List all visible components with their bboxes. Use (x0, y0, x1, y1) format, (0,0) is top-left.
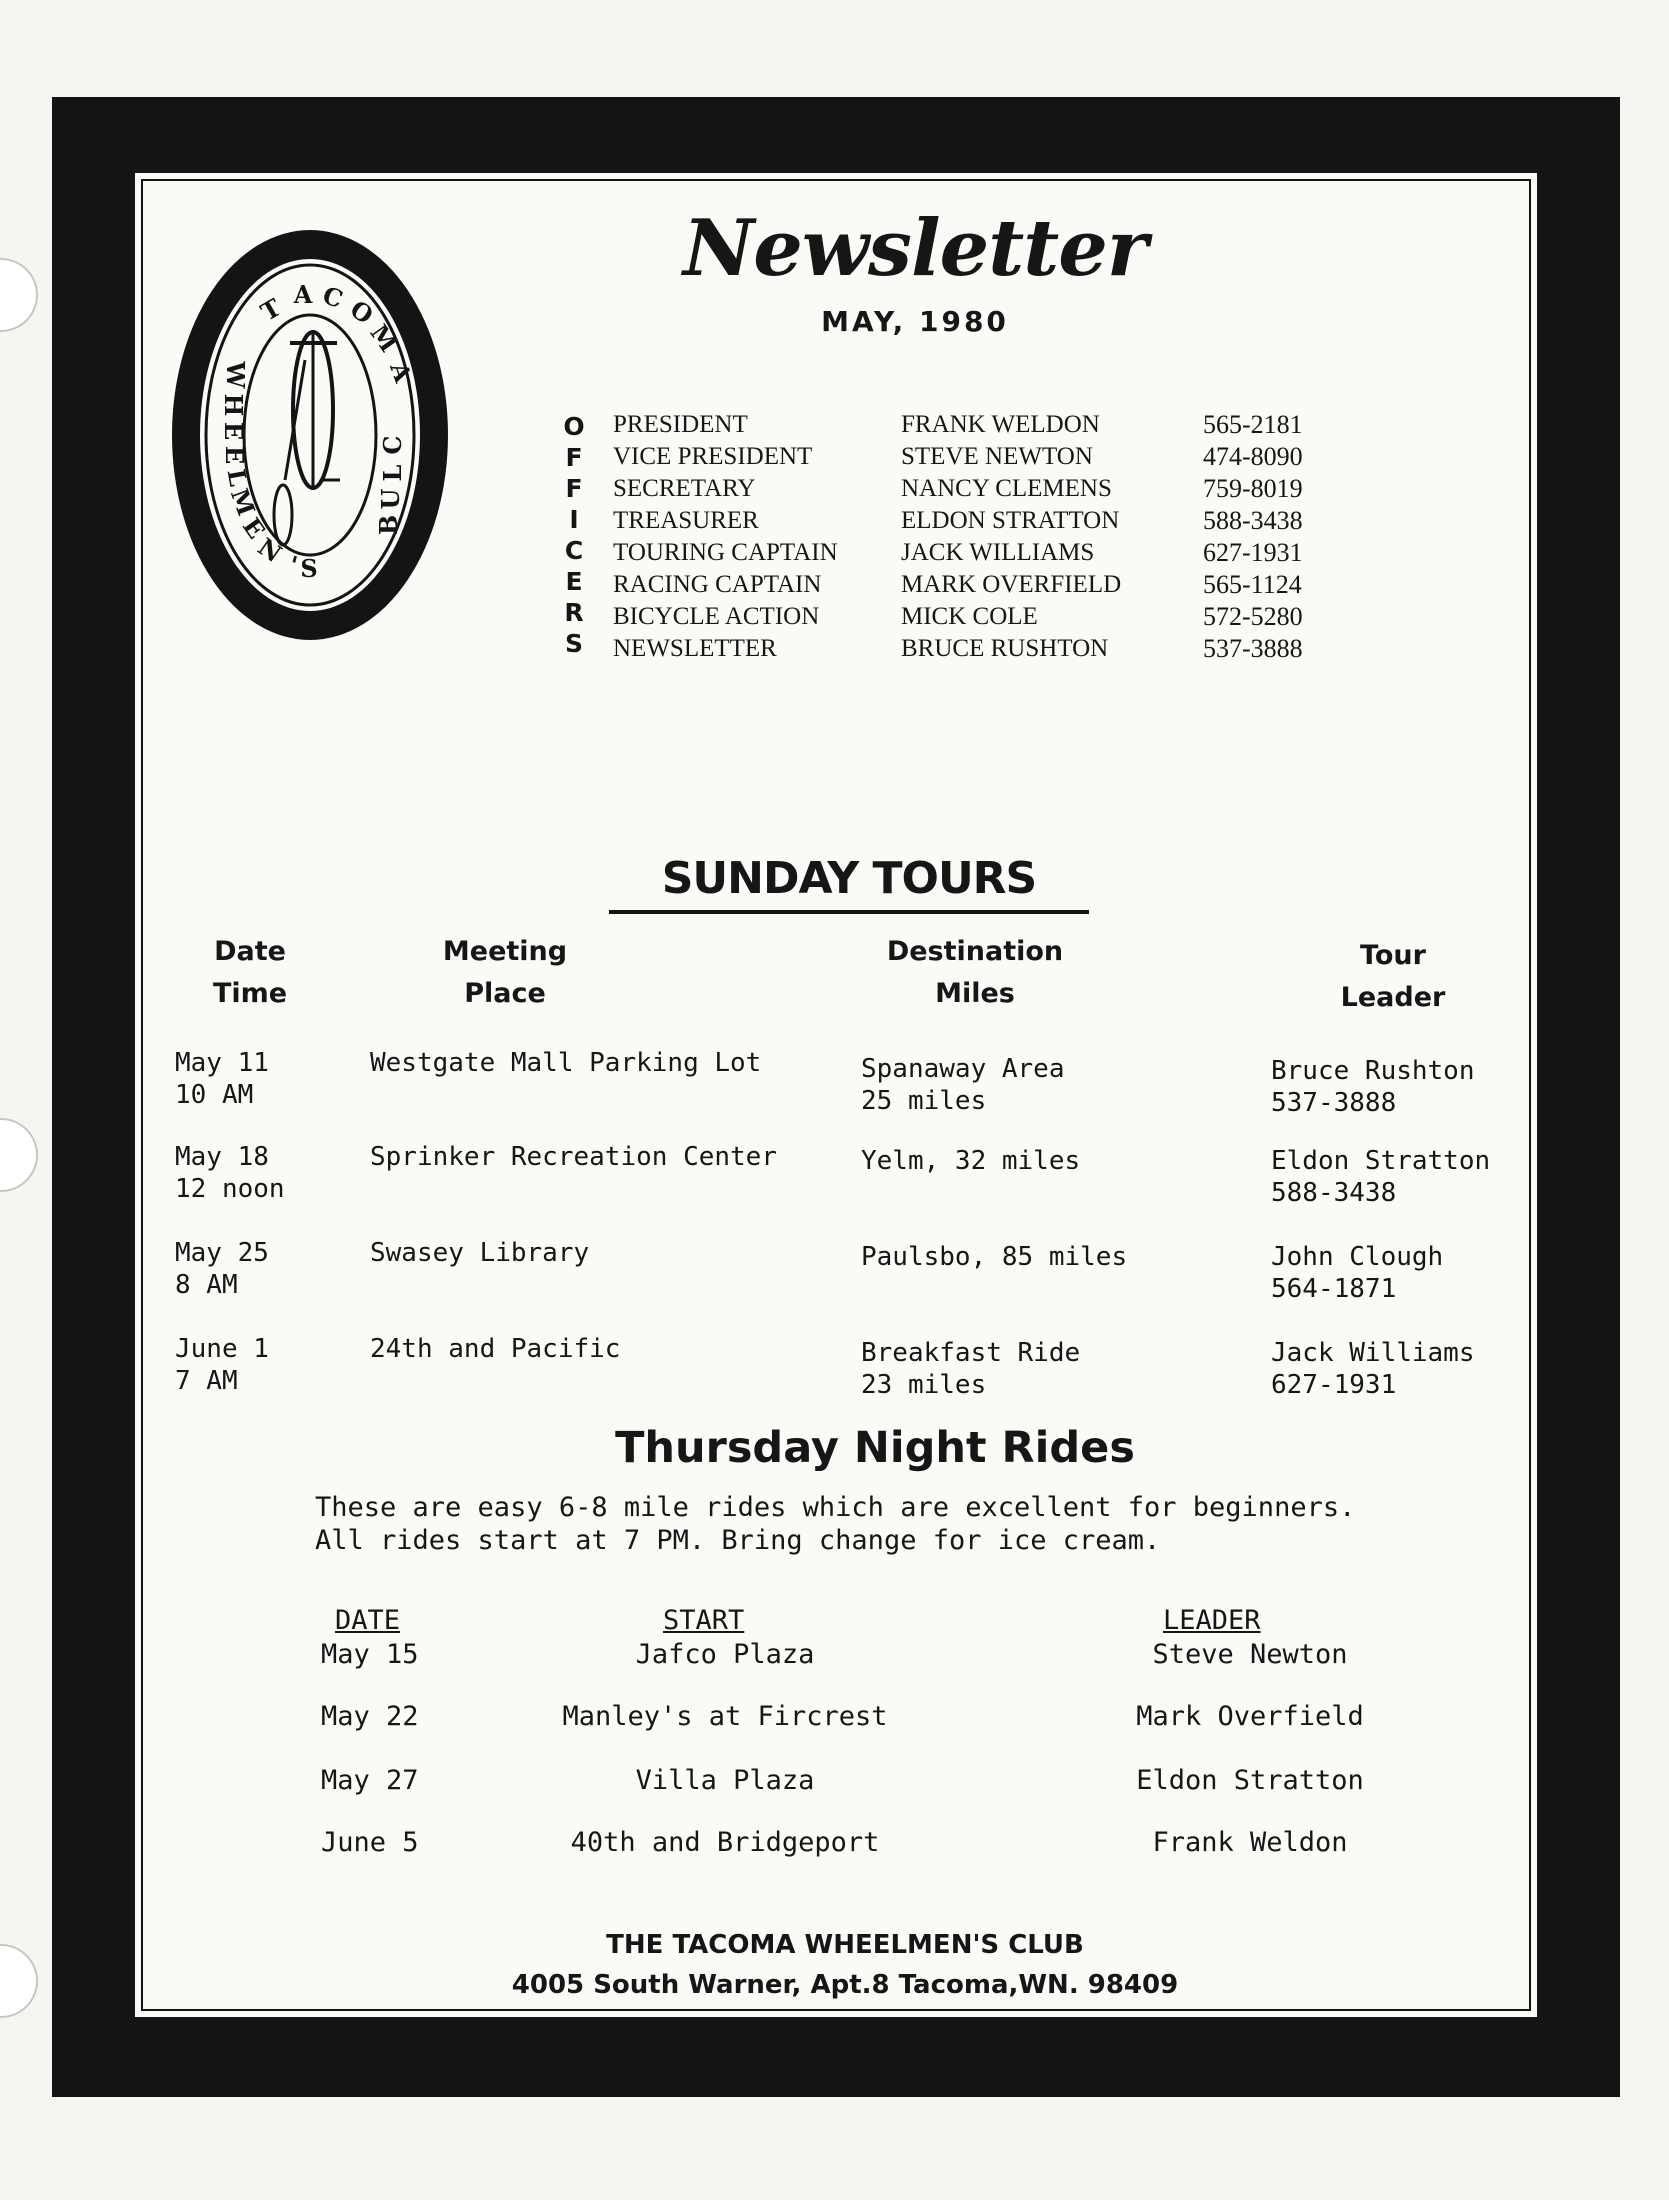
officer-name: MICK COLE (901, 603, 1038, 630)
svg-text:H: H (219, 393, 248, 417)
svg-text:C: C (378, 435, 407, 455)
tour-leader-name: Bruce Rushton (1271, 1056, 1475, 1086)
officer-title: NEWSLETTER (613, 635, 777, 662)
officer-row (613, 473, 1493, 505)
officer-row (613, 537, 1493, 569)
header-leader: Leader (1340, 982, 1446, 1013)
ride-leader: Eldon Stratton (1136, 1765, 1364, 1796)
officer-title: PRESIDENT (613, 411, 748, 438)
issue-date: MAY, 1980 (821, 305, 1009, 338)
officer-title: TOURING CAPTAIN (613, 539, 838, 566)
tour-leader-phone: 537-3888 (1271, 1088, 1397, 1118)
sunday-tours-heading: SUNDAY TOURS (609, 853, 1089, 914)
officer-name: STEVE NEWTON (901, 443, 1093, 470)
officer-row (613, 601, 1493, 633)
header-destination-miles (855, 931, 1095, 1015)
footer-club-name: THE TACOMA WHEELMEN'S CLUB (606, 1930, 1084, 1960)
tour-leader (1271, 1337, 1475, 1401)
tour-time: 8 AM (175, 1270, 238, 1300)
ride-row (135, 1701, 1540, 1741)
officer-phone: 565-1124 (1203, 570, 1302, 599)
officers-letter: F (565, 443, 583, 472)
officer-phone: 474-8090 (1203, 442, 1303, 471)
tour-date-time (175, 1333, 269, 1397)
officers-letter: S (564, 629, 583, 658)
tour-row (135, 1237, 1540, 1317)
ride-date: June 5 (321, 1827, 419, 1858)
ride-start: Manley's at Fircrest (562, 1701, 888, 1732)
tour-dest: Breakfast Ride (861, 1338, 1081, 1368)
tour-destination (861, 1145, 1080, 1177)
tour-place: Westgate Mall Parking Lot (370, 1048, 762, 1078)
ride-start: Villa Plaza (635, 1765, 815, 1796)
ride-date: May 15 (321, 1639, 419, 1670)
newsletter-page (132, 170, 1540, 2020)
club-address-footer (435, 1925, 1255, 2005)
header-time: Time (212, 978, 288, 1009)
ride-row (135, 1639, 1540, 1679)
tour-leader (1271, 1145, 1490, 1209)
header-place: Place (464, 978, 546, 1009)
tour-date: June 1 (175, 1334, 269, 1364)
svg-text:L: L (378, 464, 407, 482)
thursday-rides-intro: These are easy 6-8 mile rides which are excellent for beginners. All rides start at 7 PM. Bring change for ice cream. (315, 1492, 1356, 1556)
officer-phone: 588-3438 (1203, 506, 1303, 535)
tour-place: Swasey Library (370, 1238, 590, 1268)
svg-text:T: T (255, 292, 286, 327)
svg-text:E: E (219, 421, 248, 441)
tour-leader-name: Jack Williams (1271, 1338, 1475, 1368)
svg-text:L: L (221, 466, 254, 489)
tour-row (135, 1333, 1540, 1413)
ride-date: May 22 (321, 1701, 419, 1732)
officers-letter: F (565, 474, 583, 503)
officers-letter: R (564, 598, 584, 627)
ride-start: 40th and Bridgeport (570, 1827, 880, 1858)
officer-row (613, 505, 1493, 537)
tour-place: Sprinker Recreation Center (370, 1142, 777, 1172)
tour-time: 12 noon (175, 1174, 285, 1204)
tour-leader-phone: 588-3438 (1271, 1178, 1397, 1208)
tour-leader-name: Eldon Stratton (1271, 1146, 1491, 1176)
svg-text:N: N (252, 531, 288, 569)
svg-text:': ' (285, 549, 301, 580)
svg-text:M: M (224, 484, 262, 520)
newsletter-title: Newsletter (682, 203, 1148, 294)
ride-date: May 27 (321, 1765, 419, 1796)
officer-row (613, 441, 1493, 473)
svg-text:S: S (300, 554, 318, 583)
svg-text:M: M (364, 318, 404, 358)
svg-text:U: U (376, 488, 405, 510)
tour-dest: Spanaway Area (861, 1054, 1065, 1084)
officers-letter: E (565, 567, 583, 596)
ride-row (135, 1765, 1540, 1805)
officer-row (613, 569, 1493, 601)
officer-row (613, 409, 1493, 441)
footer-address: 4005 South Warner, Apt.8 Tacoma,WN. 98409 (511, 1970, 1179, 2000)
officers-letter: I (569, 505, 579, 534)
officer-row (613, 633, 1493, 665)
header-date: Date (214, 936, 286, 967)
ride-leader: Frank Weldon (1152, 1827, 1348, 1858)
tour-leader-phone: 627-1931 (1271, 1370, 1397, 1400)
officer-title: TREASURER (613, 507, 759, 534)
tour-time: 10 AM (175, 1080, 254, 1110)
officer-name: FRANK WELDON (901, 411, 1100, 438)
header-destination: Destination (886, 936, 1064, 967)
svg-text:B: B (374, 514, 403, 536)
svg-text:C: C (318, 280, 347, 314)
officer-title: RACING CAPTAIN (613, 571, 822, 598)
tour-date-time (175, 1141, 285, 1205)
ride-leader: Steve Newton (1152, 1639, 1348, 1670)
tour-leader (1271, 1055, 1475, 1119)
tour-time: 7 AM (175, 1366, 238, 1396)
tour-miles: 23 miles (861, 1370, 987, 1400)
tour-row (135, 1141, 1540, 1221)
officer-name: JACK WILLIAMS (901, 539, 1095, 566)
header-tour: Tour (1360, 940, 1426, 971)
svg-text:E: E (236, 512, 272, 544)
officer-name: ELDON STRATTON (901, 507, 1120, 534)
tour-date-time (175, 1047, 269, 1111)
tour-destination (861, 1337, 1080, 1401)
ride-leader: Mark Overfield (1136, 1701, 1364, 1732)
ride-row (135, 1827, 1540, 1867)
tour-miles: 25 miles (861, 1086, 987, 1116)
rides-header-leader: LEADER (1163, 1605, 1261, 1636)
ride-start: Jafco Plaza (635, 1639, 815, 1670)
tour-destination (861, 1053, 1065, 1117)
tour-date-time (175, 1237, 269, 1301)
officer-title: VICE PRESIDENT (613, 443, 813, 470)
tour-leader-phone: 564-1871 (1271, 1274, 1397, 1304)
header-date-time (175, 931, 325, 1015)
svg-text:A: A (293, 280, 313, 309)
club-logo (165, 225, 455, 645)
officer-phone: 565-2181 (1203, 410, 1303, 439)
rides-header-date: DATE (335, 1605, 401, 1636)
rides-header-start: START (663, 1605, 745, 1636)
svg-text:W: W (221, 361, 250, 389)
svg-text:E: E (220, 445, 249, 465)
header-tour-leader (1313, 935, 1473, 1019)
svg-text:A: A (384, 358, 418, 386)
header-miles: Miles (935, 978, 1015, 1009)
tour-dest: Paulsbo, 85 miles (861, 1242, 1128, 1272)
tour-leader-name: John Clough (1271, 1242, 1444, 1272)
officers-list (613, 409, 1493, 665)
thursday-rides-heading: Thursday Night Rides (615, 1423, 1135, 1473)
officers-letter: O (563, 412, 585, 441)
binder-hole (0, 1118, 38, 1192)
tour-destination (861, 1241, 1127, 1273)
officers-letter: C (564, 536, 584, 565)
officer-phone: 537-3888 (1203, 634, 1303, 663)
officer-title: SECRETARY (613, 475, 756, 502)
officer-phone: 572-5280 (1203, 602, 1303, 631)
tour-leader (1271, 1241, 1443, 1305)
officer-name: NANCY CLEMENS (901, 475, 1112, 502)
tour-row (135, 1047, 1540, 1127)
tour-date: May 18 (175, 1142, 269, 1172)
officer-phone: 627-1931 (1203, 538, 1303, 567)
club-logo-emblem (165, 225, 455, 645)
officer-title: BICYCLE ACTION (613, 603, 820, 630)
officer-name: BRUCE RUSHTON (901, 635, 1109, 662)
tour-dest: Yelm, 32 miles (861, 1146, 1081, 1176)
header-meeting: Meeting (442, 936, 568, 967)
officer-name: MARK OVERFIELD (901, 571, 1122, 598)
officers-vertical-label (559, 411, 589, 659)
header-meeting-place (425, 931, 585, 1015)
tour-place: 24th and Pacific (370, 1334, 621, 1364)
svg-text:O: O (344, 294, 379, 330)
binder-hole (0, 1944, 38, 2018)
tour-date: May 25 (175, 1238, 269, 1268)
binder-hole (0, 258, 38, 332)
tour-date: May 11 (175, 1048, 269, 1078)
officer-phone: 759-8019 (1203, 474, 1303, 503)
